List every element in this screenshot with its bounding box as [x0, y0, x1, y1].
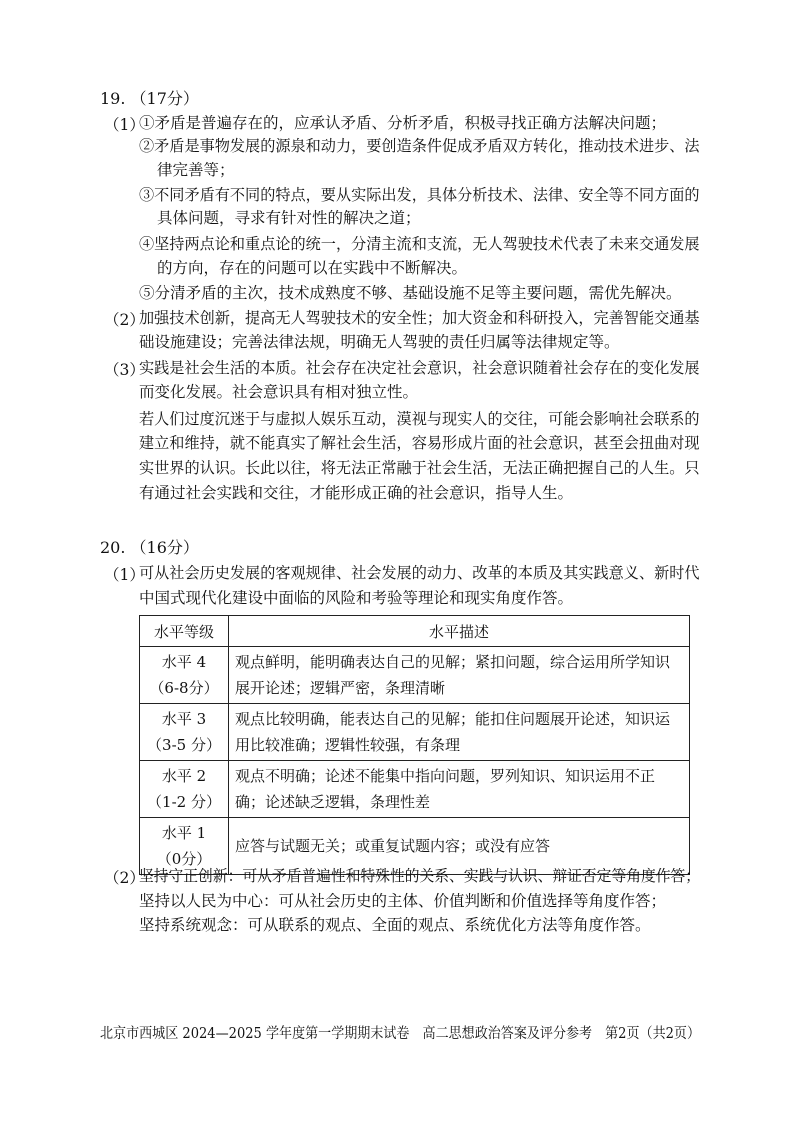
level-score: （1-2 分） [147, 793, 221, 811]
q20-p1-line: 可从社会历史发展的客观规律、社会发展的动力、改革的本质及其实践意义、新时代 [139, 564, 700, 582]
q20-p2-line: 坚持守正创新：可从矛盾普遍性和特殊性的关系、实践与认识、辩证否定等角度作答； [139, 867, 701, 885]
q19-heading: 19. （17分） [100, 89, 199, 108]
q19-p2-line: 加强技术创新，提高无人驾驶技术的安全性；加大资金和科研投入，完善智能交通基 [139, 309, 700, 327]
q19-p1-line: ⑤分清矛盾的主次，技术成熟度不够、基础设施不足等主要问题，需优先解决。 [139, 284, 682, 302]
level-description: 观点比较明确，能表达自己的见解；能扣住问题展开论述，知识运用比较准确；逻辑性较强，有条理 [229, 704, 690, 761]
level-name: 水平 1 [161, 824, 207, 842]
level-score: （3-5 分） [147, 736, 221, 754]
level-description: 应答与试题无关；或重复试题内容；或没有应答 [229, 818, 690, 875]
q19-p2-line: 础设施建设；完善法律法规，明确无人驾驶的责任归属等法律规定等。 [139, 333, 620, 351]
q20-p2-line: 坚持以人民为中心：可从社会历史的主体、价值判断和价值选择等角度作答； [139, 892, 667, 910]
level-name: 水平 3 [161, 710, 207, 728]
page-footer: 北京市西城区 2024—2025 学年度第一学期期末试卷 高二思想政治答案及评分参考 第2页（共2页） [100, 1026, 701, 1042]
level-cell [140, 704, 229, 761]
table-row [140, 704, 690, 761]
level-description: 观点不明确；论述不能集中指向问题，罗列知识、知识运用不正确；论述缺乏逻辑，条理性差 [229, 761, 690, 818]
table-row [140, 761, 690, 818]
q19-p3-line: 而变化发展。社会意识具有相对独立性。 [139, 383, 419, 401]
q20-p1-line: 中国式现代化建设中面临的风险和考验等理论和现实角度作答。 [139, 589, 574, 607]
level-cell [140, 647, 229, 704]
level-description: 观点鲜明，能明确表达自己的见解；紧扣问题，综合运用所学知识展开论述；逻辑严密，条理清晰 [229, 647, 690, 704]
q19-p3-line: 有通过社会实践和交往，才能形成正确的社会意识，指导人生。 [139, 484, 574, 502]
level-name: 水平 4 [161, 653, 207, 671]
q20-p2-line: 坚持系统观念：可从联系的观点、全面的观点、系统优化方法等角度作答。 [139, 916, 651, 934]
q19-p3-line: 实世界的认识。长此以往，将无法正常融于社会生活，无法正确把握自己的人生。只 [139, 459, 700, 477]
q20-heading: 20. （16分） [100, 538, 199, 557]
q19-p1-line: ②矛盾是事物发展的源泉和动力，要创造条件促成矛盾双方转化，推动技术进步、法 [139, 137, 700, 155]
scoring-rubric-table [139, 615, 690, 875]
q19-p3-line: 若人们过度沉迷于与虚拟人娱乐互动，漠视与现实人的交往，可能会影响社会联系的 [139, 410, 700, 428]
table-row [140, 647, 690, 704]
level-score: （6-8分） [149, 679, 219, 697]
level-cell [140, 761, 229, 818]
q19-part1-label: （1） [104, 116, 145, 134]
q20-part2-label: （2） [104, 869, 145, 887]
level-name: 水平 2 [161, 767, 207, 785]
level-score: （0分） [156, 850, 212, 868]
q19-p1-line: 律完善等； [157, 161, 235, 179]
q19-p1-line: 的方向，存在的问题可以在实践中不断解决。 [157, 259, 468, 277]
q19-p3-line: 建立和维持，就不能真实了解社会生活，容易形成片面的社会意识，甚至会扭曲对现 [139, 434, 700, 452]
table-header-row [140, 616, 690, 647]
q19-p1-line: ③不同矛盾有不同的特点，要从实际出发，具体分析技术、法律、安全等不同方面的 [139, 186, 700, 204]
q19-p1-line: ④坚持两点论和重点论的统一，分清主流和支流，无人驾驶技术代表了未来交通发展 [139, 235, 700, 253]
q19-part2-label: （2） [104, 311, 145, 329]
table-header-description: 水平描述 [229, 616, 690, 647]
q20-part1-label: （1） [104, 566, 145, 584]
q19-part3-label: （3） [104, 361, 145, 379]
q19-p1-line: 具体问题，寻求有针对性的解决之道； [157, 209, 421, 227]
q19-p3-line: 实践是社会生活的本质。社会存在决定社会意识，社会意识随着社会存在的变化发展 [139, 359, 700, 377]
table-header-level: 水平等级 [140, 616, 229, 647]
q19-p1-line: ①矛盾是普遍存在的，应承认矛盾、分析矛盾，积极寻找正确方法解决问题； [139, 114, 667, 132]
